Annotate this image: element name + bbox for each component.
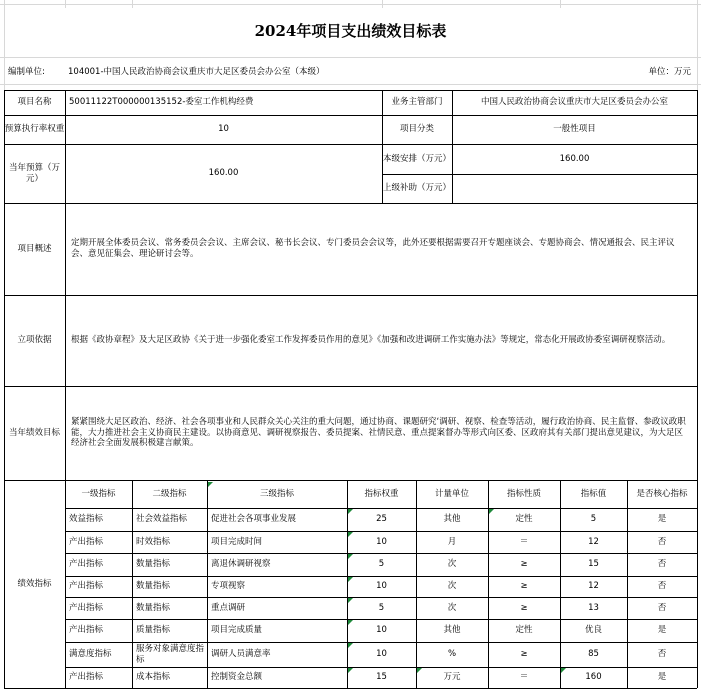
indicator-cell-weight: 10 bbox=[376, 649, 387, 660]
grid-line bbox=[4, 688, 697, 689]
cell-marker-icon bbox=[208, 482, 213, 487]
indicator-cell-weight: 25 bbox=[376, 514, 387, 525]
indicator-cell-level2: 数量指标 bbox=[136, 602, 171, 613]
grid-line bbox=[4, 90, 697, 91]
indicator-cell-level3: 离退休调研视察 bbox=[211, 559, 271, 570]
goal-text: 紧紧围绕大足区政治、经济、社会各项事业和人民群众关心关注的重大问题，通过协商、课题研究‘调研、视察、检查等活动，履行政治协商、民主监督、参政议政职能，大力推进社会主义协商民主建设。以协商意见、调研视察报告、委员提案、社情民意、重点提案督办等形式向区委、区政府其有关部门提出意见建议，为大足区经济社会全面发展积极建言献策。 bbox=[71, 417, 686, 449]
indicator-cell-weight: 15 bbox=[376, 672, 387, 683]
indicator-cell-unit: 万元 bbox=[443, 672, 461, 683]
grid-line bbox=[0, 84, 701, 85]
cell-marker-icon bbox=[348, 668, 353, 673]
indicator-cell-core: 是 bbox=[657, 625, 667, 636]
cell-marker-icon bbox=[348, 620, 353, 625]
indicator-cell-unit: 次 bbox=[447, 559, 457, 570]
cell-marker-icon bbox=[348, 643, 353, 648]
cell-marker-icon bbox=[348, 598, 353, 603]
indicator-cell-nature: ＝ bbox=[519, 536, 529, 547]
grid-line bbox=[207, 480, 208, 688]
ind-header-weight: 指标权重 bbox=[364, 488, 399, 499]
ind-header-nature: 指标性质 bbox=[506, 488, 541, 499]
indicator-cell-weight: 10 bbox=[376, 581, 387, 592]
indicator-cell-level3: 专项视察 bbox=[211, 581, 246, 592]
indicator-cell-level3: 项目完成时间 bbox=[211, 536, 263, 547]
category-label: 项目分类 bbox=[399, 124, 434, 135]
indicator-cell-value: 优良 bbox=[584, 625, 602, 636]
indicator-cell-core: 否 bbox=[657, 581, 667, 592]
indicator-cell-level3: 调研人员满意率 bbox=[211, 649, 271, 660]
indicator-cell-weight: 5 bbox=[378, 559, 385, 570]
grid-line bbox=[4, 90, 5, 688]
indicator-cell-level1: 满意度指标 bbox=[69, 649, 112, 660]
indicator-cell-level1: 产出指标 bbox=[69, 602, 104, 613]
grid-line bbox=[452, 90, 453, 203]
grid-line bbox=[560, 480, 561, 688]
local-value: 160.00 bbox=[559, 153, 590, 164]
grid-line bbox=[4, 144, 697, 145]
indicator-cell-core: 是 bbox=[657, 672, 667, 683]
grid-line bbox=[65, 90, 66, 688]
indicator-cell-weight: 5 bbox=[378, 602, 385, 613]
indicator-cell-level1: 产出指标 bbox=[69, 536, 104, 547]
grid-line bbox=[4, 295, 697, 296]
page-title: 2024年项目支出绩效目标表 bbox=[254, 21, 447, 40]
indicator-cell-level1: 产出指标 bbox=[69, 559, 104, 570]
indicator-cell-unit: % bbox=[447, 649, 457, 660]
cell-marker-icon bbox=[348, 532, 353, 537]
indicator-cell-core: 否 bbox=[657, 536, 667, 547]
cell-marker-icon bbox=[561, 668, 566, 673]
indicator-cell-core: 否 bbox=[657, 649, 667, 660]
cell-marker-icon bbox=[417, 668, 422, 673]
weight-label: 预算执行率权重 bbox=[4, 124, 65, 135]
indicator-cell-nature: ≥ bbox=[520, 649, 528, 660]
indicator-cell-level1: 产出指标 bbox=[69, 672, 104, 683]
project-name-label: 项目名称 bbox=[17, 97, 52, 108]
grid-line bbox=[65, 508, 697, 509]
indicator-cell-level2: 质量指标 bbox=[136, 625, 171, 636]
ind-header-level2: 二级指标 bbox=[152, 488, 187, 499]
grid-line bbox=[697, 90, 698, 688]
indicator-cell-unit: 次 bbox=[447, 602, 457, 613]
overview-text: 定期开展全体委员会议、常务委员会会议、主席会议、秘书长会议、专门委员会会议等，此外还要根据需要召开专题座谈会、专题协商会、情况通报会、民主评议会、意见征集会、理论研讨会等。 bbox=[71, 238, 675, 259]
category-value: 一般性项目 bbox=[553, 124, 596, 135]
indicator-cell-core: 否 bbox=[657, 602, 667, 613]
indicator-cell-level3: 促进社会各项事业发展 bbox=[211, 514, 297, 525]
grid-line bbox=[4, 0, 5, 90]
upper-label: 上级补助（万元） bbox=[382, 183, 451, 194]
indicator-cell-level3: 重点调研 bbox=[211, 602, 246, 613]
grid-line bbox=[65, 597, 697, 598]
grid-line bbox=[65, 0, 66, 8]
indicator-cell-value: 12 bbox=[588, 536, 599, 547]
ind-header-level3: 三级指标 bbox=[259, 488, 294, 499]
indicator-cell-core: 否 bbox=[657, 559, 667, 570]
indicator-cell-weight: 10 bbox=[376, 536, 387, 547]
indicator-cell-value: 85 bbox=[588, 649, 599, 660]
grid-line bbox=[0, 4, 701, 5]
grid-line bbox=[382, 174, 697, 175]
dept-label: 业务主管部门 bbox=[391, 97, 443, 108]
grid-line bbox=[416, 480, 417, 688]
basis-text: 根据《政协章程》及大足区政协《关于进一步强化委室工作发挥委员作用的意见》《加强和改进调研工作实施办法》等规定，常态化开展政协委室调研视察活动。 bbox=[71, 335, 671, 346]
project-name-value: 50011122T000000135152-委室工作机构经费 bbox=[69, 97, 254, 108]
indicator-cell-value: 12 bbox=[588, 581, 599, 592]
indicator-cell-value: 15 bbox=[588, 559, 599, 570]
indicator-cell-nature: ≥ bbox=[520, 581, 528, 592]
indicator-cell-nature: ≥ bbox=[520, 559, 528, 570]
grid-line bbox=[65, 531, 697, 532]
grid-line bbox=[697, 0, 698, 90]
grid-line bbox=[382, 0, 383, 8]
org-value: 104001-中国人民政治协商会议重庆市大足区委员会办公室（本级） bbox=[68, 66, 325, 77]
indicator-cell-level2: 成本指标 bbox=[136, 672, 171, 683]
grid-line bbox=[4, 386, 697, 387]
grid-line bbox=[382, 90, 383, 203]
unit-label: 单位：万元 bbox=[648, 66, 691, 77]
grid-line bbox=[65, 553, 697, 554]
weight-value: 10 bbox=[218, 124, 229, 135]
indicator-cell-level2: 数量指标 bbox=[136, 559, 171, 570]
indicator-cell-unit: 其他 bbox=[443, 625, 461, 636]
indicator-cell-nature: ＝ bbox=[519, 672, 529, 683]
indicator-cell-value: 160 bbox=[585, 672, 602, 683]
org-label: 编制单位: bbox=[8, 66, 45, 77]
grid-line bbox=[4, 480, 697, 481]
indicator-cell-weight: 10 bbox=[376, 625, 387, 636]
grid-line bbox=[65, 642, 697, 643]
indicator-cell-level3: 控制资金总额 bbox=[211, 672, 263, 683]
goal-label: 当年绩效目标 bbox=[8, 427, 60, 438]
grid-line bbox=[627, 480, 628, 688]
upper-value bbox=[452, 174, 697, 203]
indicator-cell-nature: 定性 bbox=[515, 514, 533, 525]
indicator-cell-level2: 时效指标 bbox=[136, 536, 171, 547]
grid-line bbox=[65, 667, 697, 668]
indicator-cell-value: 5 bbox=[590, 514, 597, 525]
indicator-cell-core: 是 bbox=[657, 514, 667, 525]
grid-line bbox=[4, 115, 697, 116]
grid-line bbox=[132, 0, 133, 8]
indicator-cell-level1: 产出指标 bbox=[69, 625, 104, 636]
budget-value: 160.00 bbox=[208, 168, 239, 179]
grid-line bbox=[132, 480, 133, 688]
ind-header-value: 指标值 bbox=[580, 488, 607, 499]
indicator-cell-unit: 月 bbox=[447, 536, 457, 547]
indicators-label: 绩效指标 bbox=[17, 578, 52, 589]
indicator-cell-level1: 效益指标 bbox=[69, 514, 104, 525]
indicator-cell-nature: ≥ bbox=[520, 602, 528, 613]
indicator-cell-level2: 社会效益指标 bbox=[136, 514, 188, 525]
indicator-cell-unit: 其他 bbox=[443, 514, 461, 525]
ind-header-unit: 计量单位 bbox=[434, 488, 469, 499]
cell-marker-icon bbox=[489, 509, 494, 514]
dept-value: 中国人民政治协商会议重庆市大足区委员会办公室 bbox=[480, 97, 668, 108]
indicator-cell-unit: 次 bbox=[447, 581, 457, 592]
grid-line bbox=[65, 619, 697, 620]
cell-marker-icon bbox=[348, 554, 353, 559]
indicator-cell-level3: 项目完成质量 bbox=[211, 625, 263, 636]
grid-line bbox=[0, 57, 701, 58]
cell-marker-icon bbox=[348, 577, 353, 582]
overview-label: 项目概述 bbox=[17, 243, 52, 254]
grid-line bbox=[4, 203, 697, 204]
ind-header-level1: 一级指标 bbox=[81, 488, 116, 499]
grid-line bbox=[65, 576, 697, 577]
basis-label: 立项依据 bbox=[17, 335, 52, 346]
indicator-cell-level2: 数量指标 bbox=[136, 581, 171, 592]
indicator-cell-nature: 定性 bbox=[515, 625, 533, 636]
cell-marker-icon bbox=[348, 509, 353, 514]
indicator-cell-value: 13 bbox=[588, 602, 599, 613]
grid-line bbox=[560, 0, 561, 8]
indicator-cell-level1: 产出指标 bbox=[69, 581, 104, 592]
indicator-cell-level2: 服务对象满意度指标 bbox=[136, 643, 205, 665]
local-label: 本级安排（万元） bbox=[382, 153, 451, 164]
ind-header-core: 是否核心指标 bbox=[636, 488, 688, 499]
budget-label: 当年预算（万元） bbox=[8, 162, 60, 184]
